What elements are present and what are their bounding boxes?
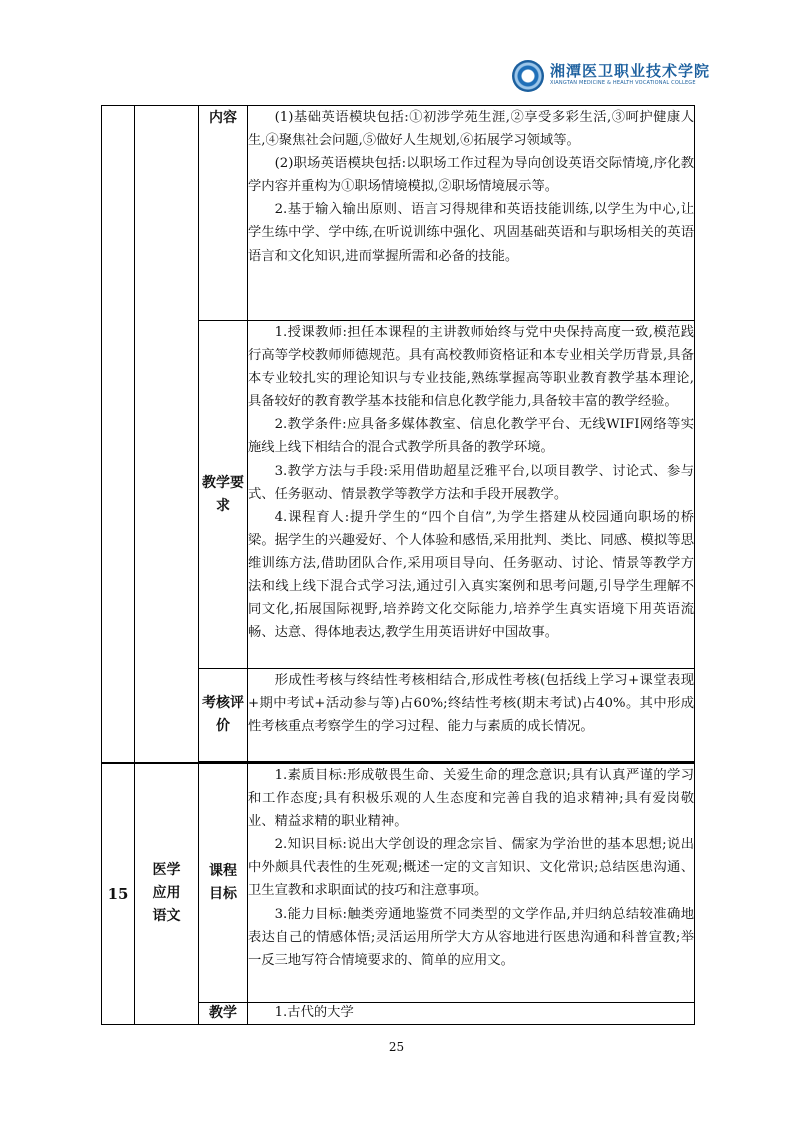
row-course15-goals — [102, 763, 695, 1002]
teaching-label: 教学 — [199, 1002, 248, 1024]
course-name-text: 医学应用语文 — [152, 862, 181, 925]
content-paragraph-1: (1)基础英语模块包括:①初涉学苑生涯,②享受多彩生活,③呵护健康人生,④聚焦社会问题,⑤做好人生规划,⑥拓展学习领域等。 — [248, 110, 694, 149]
goals-label-text: 课程目标 — [208, 862, 237, 902]
goals-paragraph-1: 1.素质目标:形成敬畏生命、关爱生命的理念意识;具有认真严谨的学习和工作态度;具有积极乐观的人生态度和完善自我的追求精神;具有爱岗敬业、精益求精的职业精神。 — [248, 768, 694, 830]
teaching-line: 1.古代的大学 — [274, 1004, 354, 1020]
prev-name-cell — [135, 106, 199, 764]
content-paragraph-2: (2)职场英语模块包括:以职场工作过程为导向创设英语交际情境,序化教学内容并重构为①职场情境模拟,②职场情境展示等。 — [248, 156, 694, 195]
content-paragraph-3: 2.基于输入输出原则、语言习得规律和英语技能训练,以学生为中心,让学生练中学、学中练,在听说训练中强化、巩固基础英语和与职场相关的英语语言和文化知识,进而掌握所需和必备的技能。 — [248, 202, 694, 264]
course-table — [101, 105, 695, 1025]
course-name — [135, 763, 199, 1024]
assessment-paragraph-1: 形成性考核与终结性考核相结合,形成性考核(包括线上学习+课堂表现+期中考试+活动参与等)占60%;终结性考核(期末考试)占40%。其中形成性考核重点考察学生的学习过程、能力与素质的成长情况。 — [248, 673, 694, 735]
teaching-req-body — [248, 321, 695, 669]
teaching-req-paragraph-3: 3.教学方法与手段:采用借助超星泛雅平台,以项目教学、讨论式、参与式、任务驱动、情景教学等教学方法和手段开展教学。 — [248, 463, 694, 502]
school-name-en: XIANGTAN MEDICINE & HEALTH VOCATIONAL COLLEGE — [550, 80, 696, 86]
prev-number-cell — [102, 106, 135, 764]
school-name: 湘潭医卫职业技术学院 — [550, 62, 711, 80]
teaching-req-label: 教学要求 — [199, 321, 248, 669]
teaching-req-paragraph-2: 2.教学条件:应具备多媒体教室、信息化教学平台、无线WIFI网络等实施线上线下相结合的混合式教学所具备的教学环境。 — [248, 417, 694, 456]
page-number: 25 — [388, 1040, 405, 1054]
school-logo — [512, 60, 711, 94]
goals-paragraph-3: 3.能力目标:触类旁通地鉴赏不同类型的文学作品,并归纳总结较准确地表达自己的情感体悟;灵活运用所学大方从容地进行医患沟通和科普宣教;举一反三地写符合情境要求的、简单的应用文。 — [248, 906, 694, 968]
assessment-label: 考核评价 — [199, 669, 248, 762]
row-prev-content — [102, 106, 695, 321]
school-seal-icon — [512, 60, 544, 92]
goals-label — [199, 763, 248, 1002]
goals-paragraph-2: 2.知识目标:说出大学创设的理念宗旨、儒家为学治世的基本思想;说出中外颇具代表性的生死观;概述一定的文言知识、文化常识;总结医患沟通、卫生宣教和求职面试的技巧和注意事项。 — [248, 837, 694, 899]
content-body — [248, 106, 695, 321]
content-label: 内容 — [199, 106, 248, 321]
teaching-req-paragraph-1: 1.授课教师:担任本课程的主讲教师始终与党中央保持高度一致,模范践行高等学校教师师德规范。具有高校教师资格证和本专业相关学历背景,具备本专业较扎实的理论知识与专业技能,熟练掌握高等职业教育教学基本理论,具备较好的教育教学基本技能和信息化教学能力,具备较丰富的教学经验。 — [248, 325, 694, 410]
course-number: 15 — [102, 763, 135, 1024]
assessment-body — [248, 669, 695, 762]
teaching-req-paragraph-4: 4.课程育人:提升学生的“四个自信”,为学生搭建从校园通向职场的桥梁。据学生的兴趣爱好、个人体验和感悟,采用批判、类比、同感、模拟等思维训练方法,借助团队合作,采用项目导向、任务驱动、讨论、情景等教学方法和线上线下混合式学习法,通过引入真实案例和思考问题,引导学生理解不同文化,拓展国际视野,培养跨文化交际能力,培养学生真实语境下用英语流畅、达意、得体地表达,教学生用英语讲好中国故事。 — [248, 509, 694, 641]
teaching-body — [248, 1002, 695, 1024]
goals-body — [248, 763, 695, 1002]
